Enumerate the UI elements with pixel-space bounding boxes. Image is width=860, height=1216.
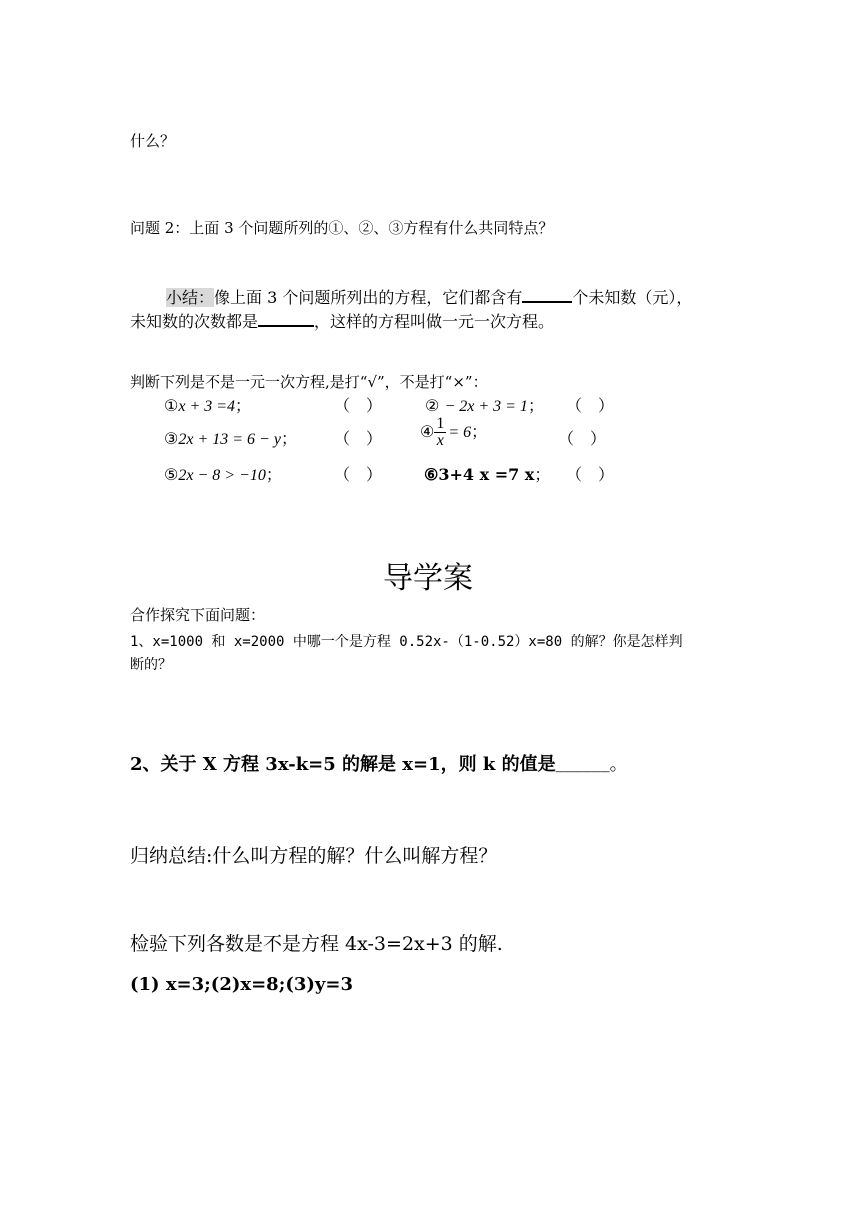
- summary-line-2: [130, 309, 554, 332]
- section-title: 导学案: [383, 561, 473, 596]
- equation: x + 3 =4: [178, 398, 236, 415]
- verify-items: (1) x=3;(2)x=8;(3)y=3: [130, 974, 353, 995]
- answer-paren-3[interactable]: （ ）: [334, 429, 383, 448]
- answer-paren-6[interactable]: （ ）: [566, 465, 615, 484]
- answer-paren-5[interactable]: （ ）: [334, 465, 383, 484]
- summary-text-a: 像上面 3 个问题所列出的方程，它们都含有: [214, 288, 523, 307]
- judge-item-4: [420, 416, 487, 449]
- judge-item-5: [164, 462, 282, 485]
- summary-text-b: 个未知数（元），: [572, 288, 693, 307]
- separator: ；: [534, 465, 551, 484]
- summary-text-c: 未知数的次数都是: [130, 312, 259, 331]
- question-2: 问题 2：上面 3 个问题所列的①、②、③方程有什么共同特点？: [130, 219, 554, 237]
- separator: ；: [471, 422, 488, 441]
- judge-item-3: [164, 426, 297, 449]
- separator: ；: [280, 429, 297, 448]
- equation: 3+4 x =7 x: [438, 465, 535, 484]
- equation: − 2x + 3 = 1: [444, 398, 528, 415]
- separator: ；: [235, 396, 252, 415]
- judge-item-1: [164, 393, 251, 416]
- judge-instruction: 判断下列是不是一元一次方程,是打“√”，不是打“×”：: [130, 373, 488, 391]
- fraction-denominator: x: [436, 432, 444, 449]
- question-1-line-1: 1、x=1000 和 x=2000 中哪一个是方程 0.52x-（1-0.52）x=80 的解？你是怎样判: [130, 634, 683, 650]
- answer-paren-1[interactable]: （ ）: [334, 396, 383, 415]
- equation: 2x − 8 > −10: [178, 467, 266, 484]
- question-1-line-2: 断的？: [130, 657, 172, 673]
- separator: ；: [527, 396, 544, 415]
- item-number: ④: [420, 422, 435, 441]
- blank-unknown-count[interactable]: [522, 285, 572, 303]
- item-number: ⑤: [164, 465, 179, 484]
- item-number: ⑥: [424, 465, 439, 484]
- separator: ；: [265, 465, 282, 484]
- item-number: ②: [425, 396, 440, 415]
- equation: 2x + 13 = 6 − y: [178, 431, 281, 448]
- answer-blank-k[interactable]: ______: [555, 752, 610, 773]
- judge-item-2: [425, 393, 544, 416]
- summary-line-1: [166, 285, 692, 308]
- answer-paren-4[interactable]: （ ）: [558, 429, 607, 448]
- item-number: ①: [164, 396, 179, 415]
- fraction: [434, 416, 446, 449]
- cooperate-heading: 合作探究下面问题：: [130, 606, 266, 624]
- question-2-k: [130, 750, 628, 776]
- blank-degree[interactable]: [258, 309, 314, 327]
- answer-paren-2[interactable]: （ ）: [566, 396, 615, 415]
- equation: = 6: [448, 424, 472, 441]
- continuation-text: 什么？: [130, 132, 176, 150]
- conclusion-heading: 归纳总结:什么叫方程的解？什么叫解方程？: [130, 845, 498, 867]
- question-2-k-text: 2、关于 X 方程 3x-k=5 的解是 x=1，则 k 的值是: [130, 754, 556, 775]
- question-2-k-end: 。: [609, 754, 628, 775]
- judge-item-6: [424, 462, 550, 485]
- summary-text-d: ，这样的方程叫做一元一次方程。: [314, 312, 555, 331]
- summary-label: 小结：: [166, 288, 215, 307]
- item-number: ③: [164, 429, 179, 448]
- verify-prompt: 检验下列各数是不是方程 4x-3=2x+3 的解.: [130, 933, 503, 955]
- fraction-numerator: 1: [436, 415, 445, 432]
